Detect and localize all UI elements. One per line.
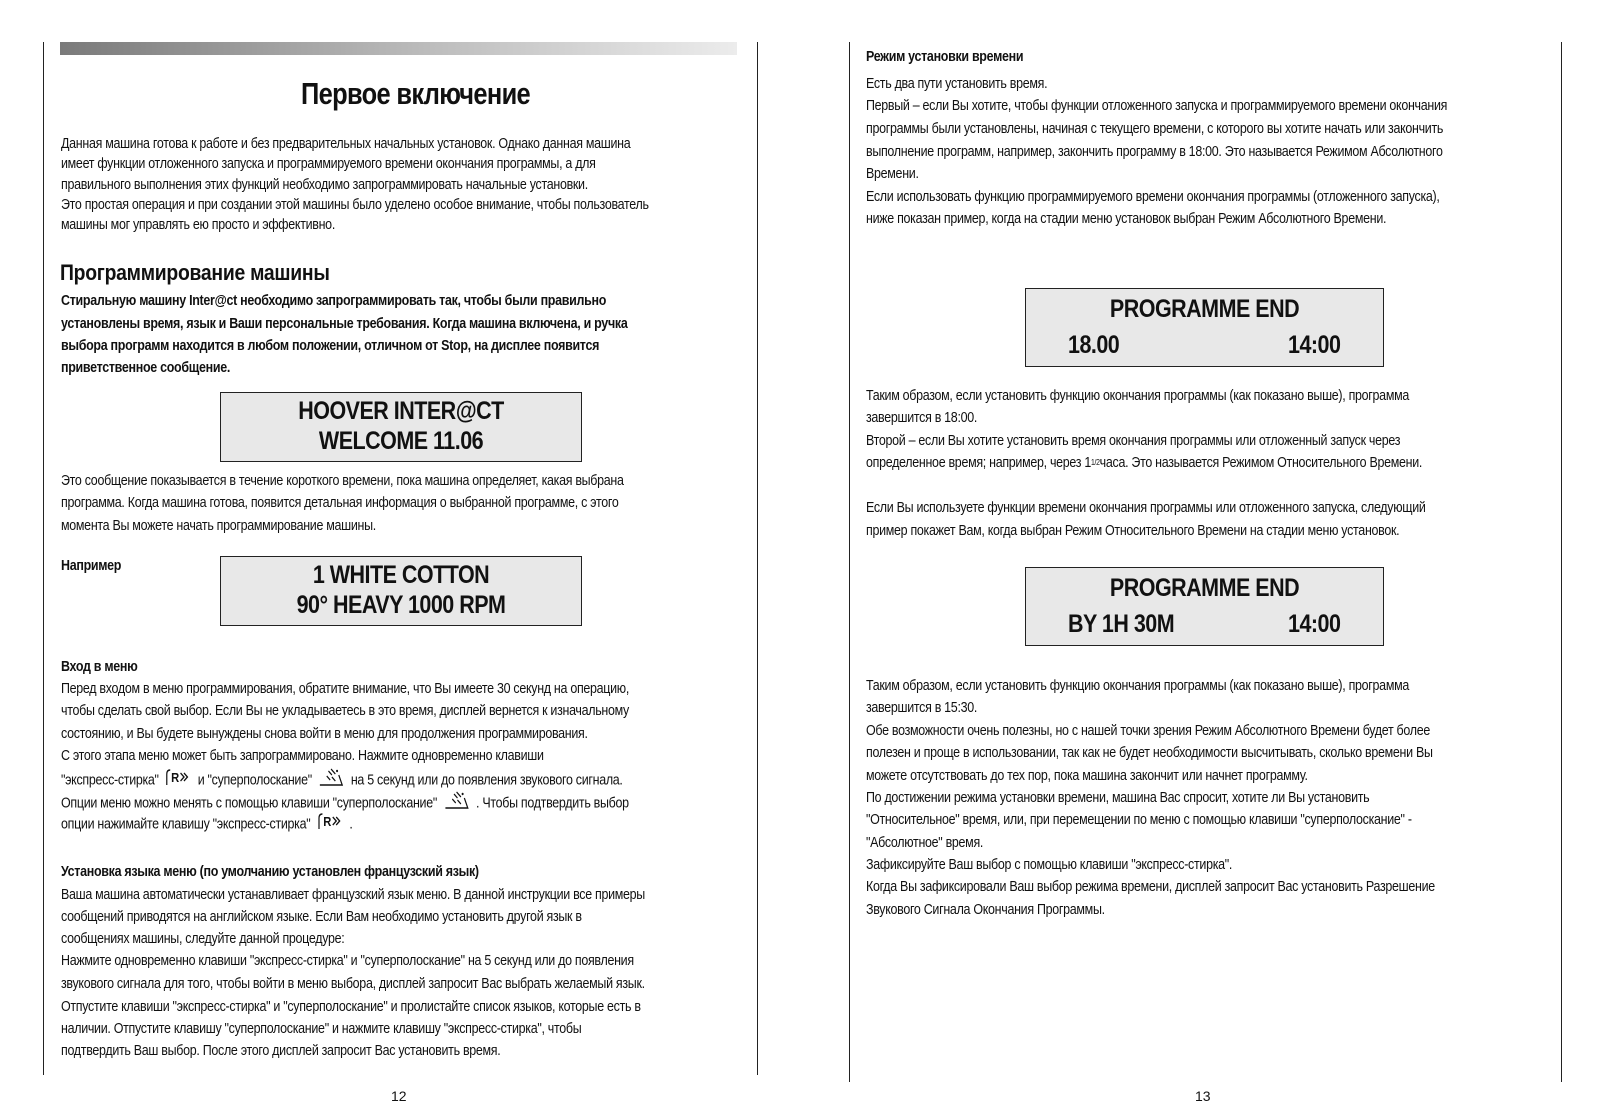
display-program bbox=[220, 556, 582, 626]
text-line: "Абсолютное" время. bbox=[866, 835, 984, 851]
language-heading: Установка языка меню (по умолчанию установлен французский язык) bbox=[61, 864, 479, 880]
text-segment: на 5 секунд или до появления звукового сигнала. bbox=[350, 772, 623, 789]
text-line: Таким образом, если установить функцию окончания программы (как показано выше), программа bbox=[866, 388, 1409, 404]
text-line: наличии. Отпустите клавишу "суперполоскание" и нажмите клавишу "экспресс-стирка", чтобы bbox=[61, 1021, 582, 1037]
text-line-with-icons bbox=[61, 812, 353, 837]
text-line: Времени. bbox=[866, 166, 919, 182]
page-title: Первое включение bbox=[301, 76, 531, 111]
fraction-superscript: 1/2 bbox=[1091, 458, 1100, 467]
text-line: Ваша машина автоматически устанавливает французский язык меню. В данной инструкции все примеры bbox=[61, 887, 645, 903]
menu-heading: Вход в меню bbox=[61, 659, 138, 675]
text-line: Если Вы используете функции времени окончания программы или отложенного запуска, следующий bbox=[866, 500, 1426, 516]
text-segment: часа. Это называется Режимом Относительного Времени. bbox=[1099, 455, 1423, 471]
text-line: Обе возможности очень полезны, но с нашей точки зрения Режим Абсолютного Времени будет более bbox=[866, 723, 1431, 739]
super-rinse-icon bbox=[444, 790, 470, 817]
intro-line: правильного выполнения этих функций необходимо запрограммировать начальные установки. bbox=[61, 177, 588, 193]
display-absolute-time bbox=[1025, 288, 1384, 367]
text-line: полезен и проще в использовании, так как не будет необходимости высчитывать, сколько времени Вы bbox=[866, 745, 1433, 761]
text-line: программы были установлены, начиная с текущего времени, с которого вы хотите начать или закончить bbox=[866, 121, 1444, 137]
text-line: Перед входом в меню программирования, обратите внимание, что Вы имеете 30 секунд на операцию, bbox=[61, 681, 630, 697]
display-end-time: 18.00 bbox=[1068, 331, 1120, 359]
text-line: Зафиксируйте Ваш выбор с помощью клавиши "экспресс-стирка". bbox=[866, 857, 1233, 873]
text-segment: Опции меню можно менять с помощью клавиши "суперполоскание" bbox=[61, 795, 437, 812]
text-line bbox=[866, 452, 1422, 474]
right-page-right-rule bbox=[1561, 42, 1562, 1082]
text-line: Если использовать функцию программируемого времени окончания программы (отложенного запуска), bbox=[866, 189, 1440, 205]
header-gradient-bar bbox=[60, 42, 737, 55]
left-page-right-rule bbox=[757, 42, 758, 1075]
display-end-time: BY 1H 30M bbox=[1068, 610, 1175, 638]
left-page-left-rule bbox=[43, 42, 44, 1075]
text-line: завершится в 15:30. bbox=[866, 700, 978, 716]
text-line: Когда Вы зафиксировали Ваш выбор режима времени, дисплей запросит Вас установить Разрешение bbox=[866, 879, 1435, 895]
example-label: Например bbox=[61, 558, 122, 574]
text-line: ниже показан пример, когда на стадии меню установок выбран Режим Абсолютного Времени. bbox=[866, 211, 1387, 227]
svg-text:R: R bbox=[171, 770, 180, 786]
display-clock: 14:00 bbox=[1288, 610, 1341, 638]
text-line: завершится в 18:00. bbox=[866, 410, 978, 426]
time-mode-heading: Режим установки времени bbox=[866, 49, 1024, 65]
display-line-1: HOOVER INTER@CT bbox=[298, 397, 504, 425]
text-line: сообщений приводятся на английском языке. Если Вам необходимо установить другой язык в bbox=[61, 909, 582, 925]
text-segment: опции нажимайте клавишу "экспресс-стирка" bbox=[61, 816, 311, 833]
text-line: С этого этапа меню может быть запрограммировано. Нажмите одновременно клавиши bbox=[61, 748, 544, 764]
display-line-2: 90° HEAVY 1000 RPM bbox=[296, 591, 506, 619]
text-line: момента Вы можете начать программирование машины. bbox=[61, 518, 376, 534]
text-line: чтобы сделать свой выбор. Если Вы не укладываетесь в это время, дисплей вернется к изначальному bbox=[61, 703, 630, 719]
text-line: Второй – если Вы хотите установить время окончания программы или отложенный запуск через bbox=[866, 433, 1401, 449]
bold-line: приветственное сообщение. bbox=[61, 360, 231, 376]
display-title: PROGRAMME END bbox=[1109, 574, 1300, 602]
text-line: "Относительное" время, или, при перемещении по меню с помощью клавиши "суперполоскание" - bbox=[866, 812, 1412, 828]
text-line: Первый – если Вы хотите, чтобы функции отложенного запуска и программируемого времени окончания bbox=[866, 98, 1448, 114]
text-line: По достижении режима установки времени, машина Вас спросит, хотите ли Вы установить bbox=[866, 790, 1370, 806]
bold-line: выбора программ находится в любом положении, отличном от Stop, на дисплее появится bbox=[61, 338, 600, 354]
bold-line: Стиральную машину Inter@ct необходимо запрограммировать так, чтобы были правильно bbox=[61, 293, 607, 309]
display-title: PROGRAMME END bbox=[1109, 295, 1300, 323]
svg-text:R: R bbox=[323, 814, 331, 830]
text-segment: "экспресс-стирка" bbox=[61, 772, 159, 789]
page-number-right: 13 bbox=[1195, 1088, 1211, 1104]
text-line: Нажмите одновременно клавиши "экспресс-стирка" и "суперполоскание" на 5 секунд или до появления bbox=[61, 953, 634, 969]
display-welcome bbox=[220, 392, 582, 462]
text-line: Это сообщение показывается в течение короткого времени, пока машина определяет, какая выбрана bbox=[61, 473, 624, 489]
display-clock: 14:00 bbox=[1288, 331, 1341, 359]
display-relative-time bbox=[1025, 567, 1384, 646]
display-line-1: 1 WHITE COTTON bbox=[312, 561, 490, 589]
right-page-left-rule bbox=[849, 42, 850, 1082]
text-line: сообщениях машины, следуйте данной процедуре: bbox=[61, 931, 345, 947]
intro-line: Это простая операция и при создании этой машины было уделено особое внимание, чтобы пользователь bbox=[61, 197, 649, 213]
text-line: выполнение программ, например, закончить программу в 18:00. Это называется Режимом Абсолютного bbox=[866, 144, 1443, 160]
text-line: программа. Когда машина готова, появится детальная информация о выбранной программе, с этого bbox=[61, 495, 619, 511]
page-number-left: 12 bbox=[391, 1088, 407, 1104]
text-line: состоянию, и Вы будете вынуждены снова войти в меню для продолжения программирования. bbox=[61, 726, 588, 742]
display-line-2: WELCOME 11.06 bbox=[318, 427, 484, 455]
text-segment: и "суперполоскание" bbox=[197, 772, 312, 789]
text-segment: определенное время; например, через 1 bbox=[866, 455, 1092, 471]
text-line: Есть два пути установить время. bbox=[866, 76, 1048, 92]
text-line: пример покажет Вам, когда выбран Режим Относительного Времени на стадии меню установок. bbox=[866, 523, 1400, 539]
text-line: можете отсутствовать до тех пор, пока машина закончит или начнет программу. bbox=[866, 768, 1308, 784]
text-line: Отпустите клавиши "экспресс-стирка" и "суперполоскание" и пролистайте список языков, которые есть в bbox=[61, 999, 641, 1015]
intro-line: имеет функции отложенного запуска и программируемого времени окончания программы, а для bbox=[61, 156, 596, 172]
text-segment: . Чтобы подтвердить выбор bbox=[475, 795, 629, 812]
express-wash-icon bbox=[317, 812, 343, 837]
bold-line: установлены время, язык и Ваши персональные требования. Когда машина включена, и ручка bbox=[61, 316, 628, 332]
text-line: Звукового Сигнала Окончания Программы. bbox=[866, 902, 1105, 918]
section-heading-programming: Программирование машины bbox=[60, 260, 330, 285]
text-line: Таким образом, если установить функцию окончания программы (как показано выше), программа bbox=[866, 678, 1409, 694]
intro-line: машины мог управлять ею просто и эффективно. bbox=[61, 217, 335, 233]
text-line: подтвердить Ваш выбор. После этого дисплей запросит Вас установить время. bbox=[61, 1043, 501, 1059]
text-line: звукового сигнала для того, чтобы войти в меню выбора, дисплей запросит Вас выбрать желаемый язык. bbox=[61, 976, 645, 992]
intro-line: Данная машина готова к работе и без предварительных начальных установок. Однако данная машина bbox=[61, 136, 631, 152]
text-segment: . bbox=[349, 816, 353, 833]
